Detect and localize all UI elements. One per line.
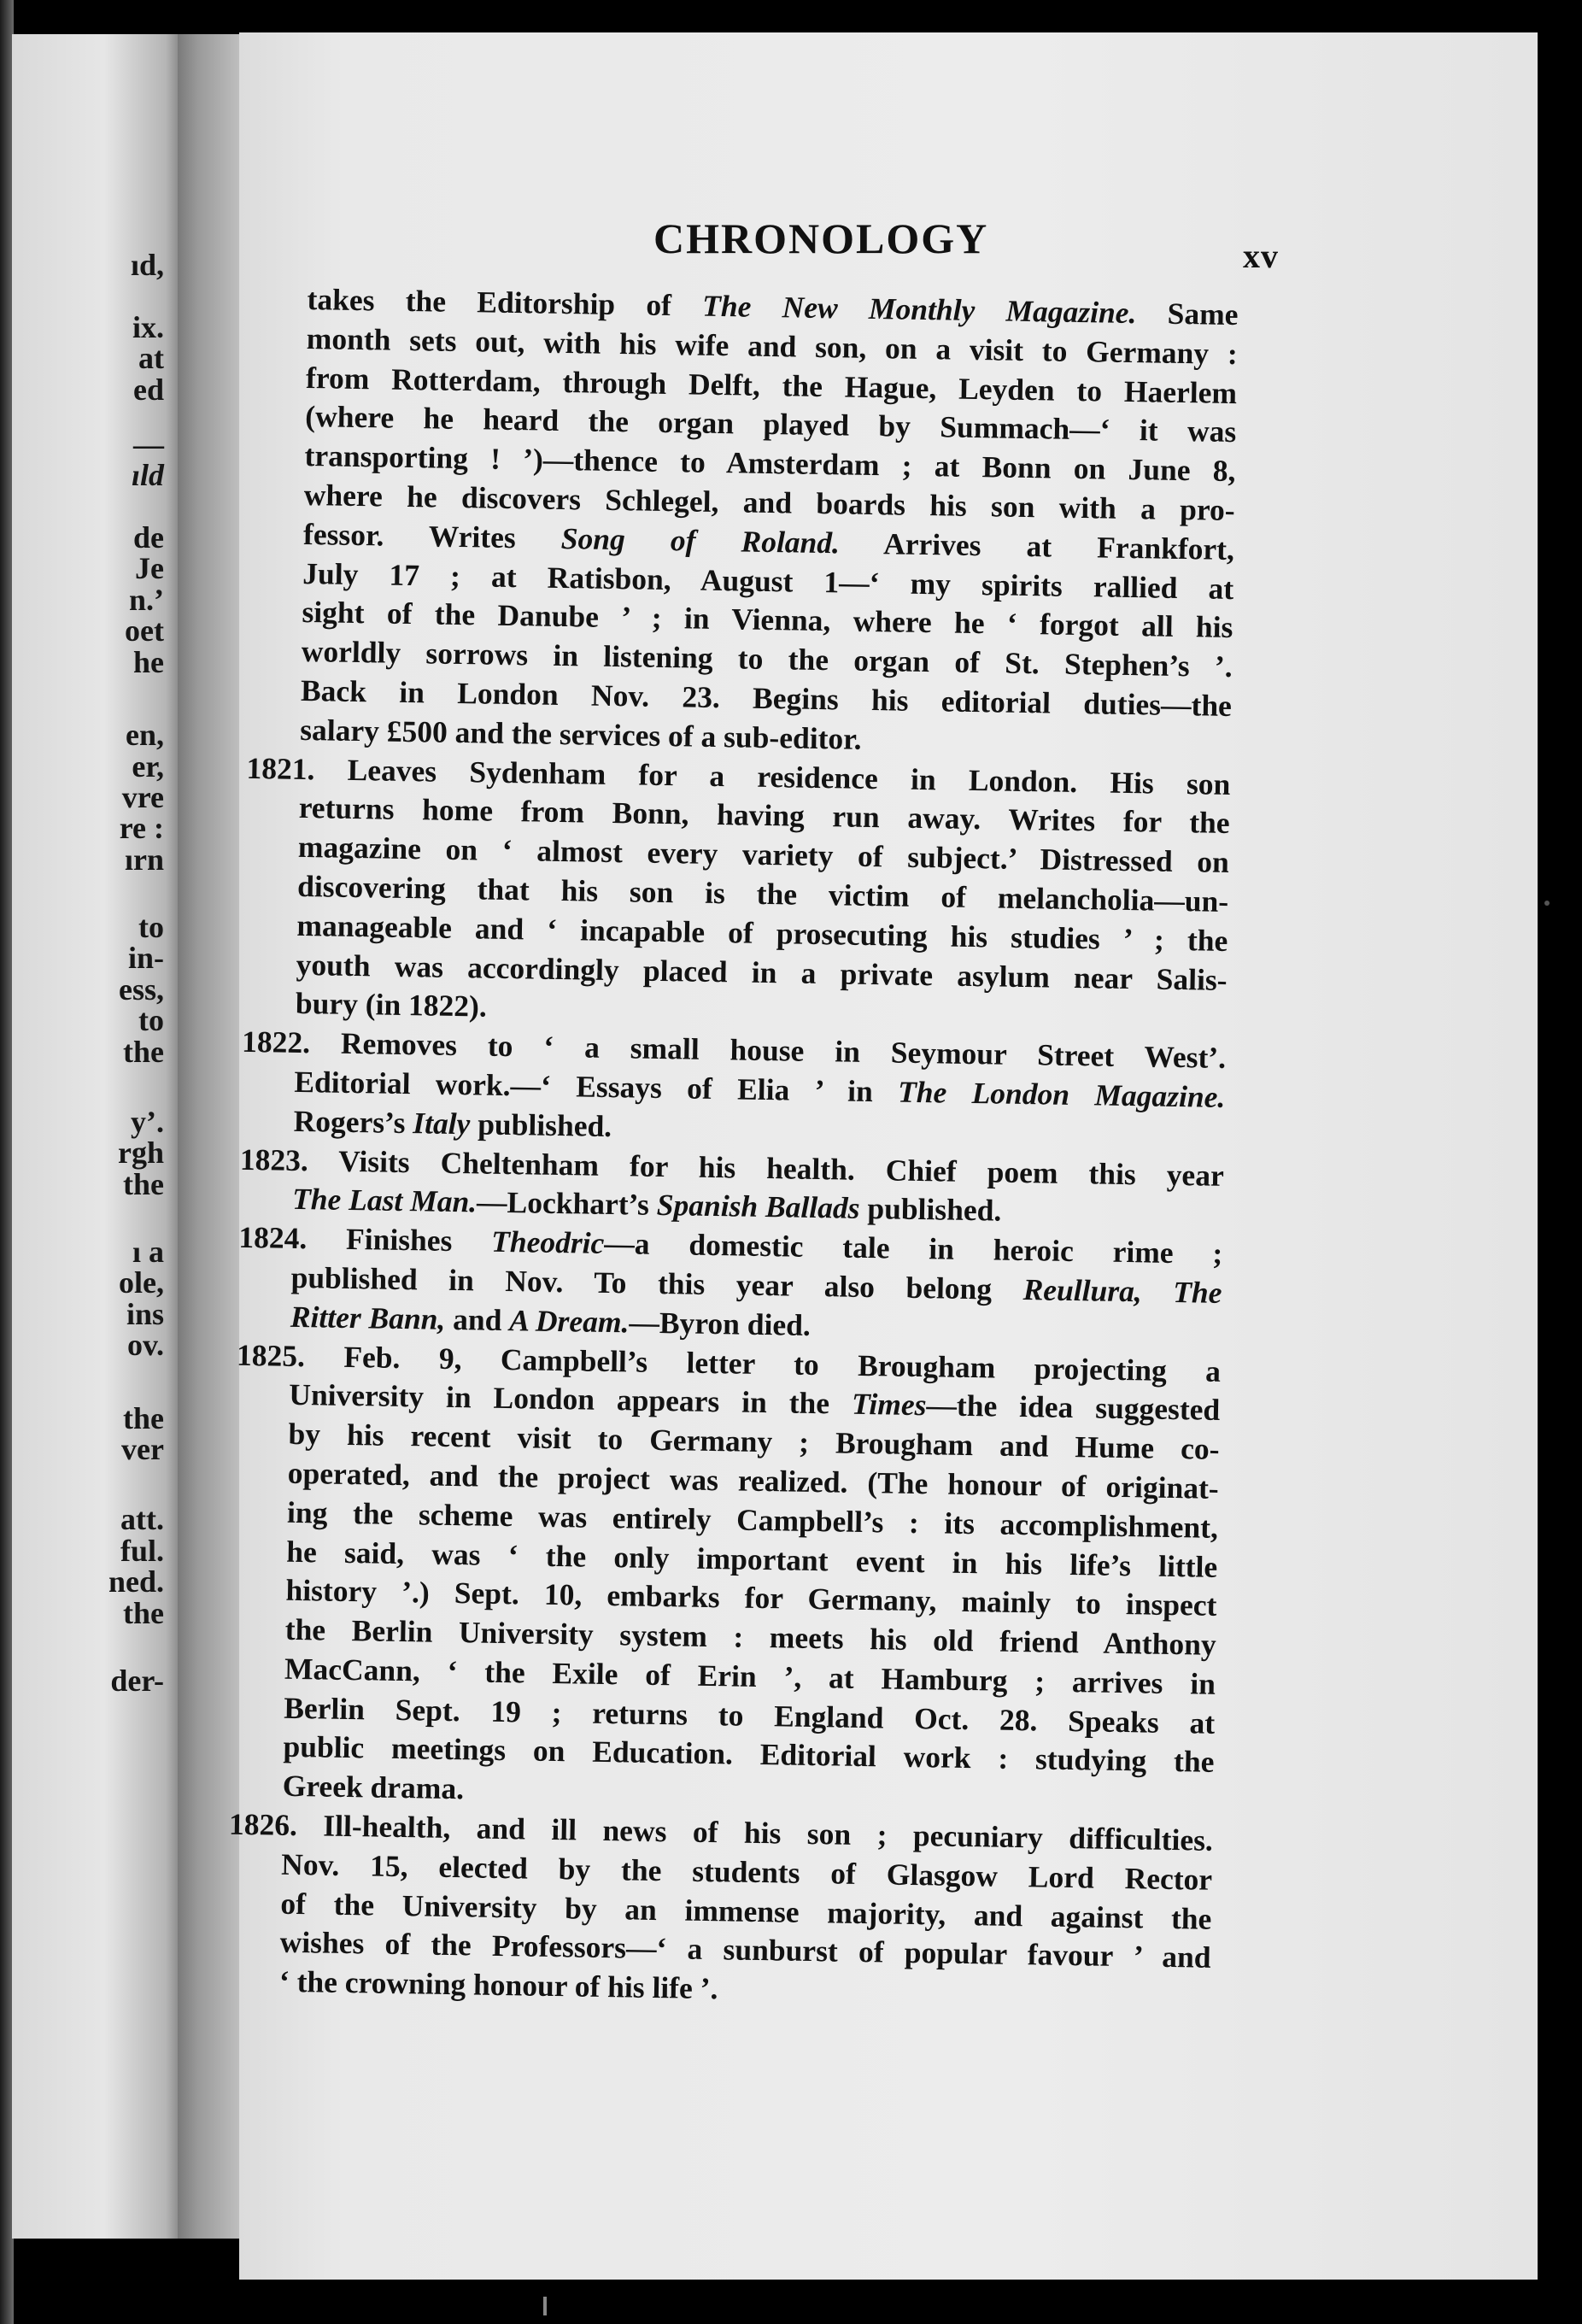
text-segment: July 17 ; at Ratisbon, August 1—‘ my spirits rallied at (302, 555, 1234, 606)
text-segment: Visits Cheltenham for his health. Chief poem this year (308, 1142, 1225, 1193)
previous-page-fragment: ırn (124, 842, 164, 877)
previous-page-fragment: re : (119, 811, 164, 846)
italic-title: The London Magazine. (897, 1074, 1226, 1114)
text-segment: returns home from Bonn, having run away. Writes for the (298, 790, 1230, 841)
text-segment: where he discovers Schlegel, and boards his son with a pro- (303, 477, 1236, 528)
italic-title: A Dream. (509, 1302, 630, 1340)
previous-page-edge (12, 34, 179, 2239)
text-segment: discovering that his son is the victim of melancholia—un- (296, 868, 1229, 918)
text-segment: by his recent visit to Germany ; Brougham and Hume co- (288, 1416, 1220, 1466)
text-segment: Removes to ‘ a small house in Seymour Street West’. (309, 1025, 1227, 1076)
previous-page-fragment: in- (127, 941, 164, 976)
previous-page-fragment: Je (135, 551, 164, 586)
italic-title: Theodric (490, 1224, 605, 1261)
text-segment: Finishes (306, 1221, 492, 1259)
text-segment: Feb. 9, Campbell’s letter to Brougham projecting a (304, 1338, 1222, 1388)
text-segment: the Berlin University system : meets his old friend Anthony (284, 1611, 1217, 1662)
text-segment: MacCann, ‘ the Exile of Erin ’, at Hamburg ; arrives in (284, 1651, 1216, 1701)
text-segment: Berlin Sept. 19 ; returns to England Oct. 28. Speaks at (283, 1690, 1216, 1740)
text-segment: transporting ! ’)—thence to Amsterdam ; at Bonn on June 8, (304, 438, 1236, 489)
text-segment: he said, was ‘ the only important event in his life’s little (286, 1534, 1218, 1584)
text-segment: University in London appears in the (289, 1377, 853, 1422)
text-segment: Greek drama. (282, 1769, 465, 1806)
italic-title: Song of Roland. (560, 520, 841, 560)
text-segment: Same (1136, 296, 1239, 332)
entry-year: 1824. (238, 1219, 308, 1256)
previous-page-fragment: y’. (131, 1105, 164, 1139)
text-segment: public meetings on Education. Editorial work : studying the (283, 1729, 1215, 1780)
text-segment: ing the scheme was entirely Campbell’s : its accomplishment, (286, 1494, 1219, 1545)
italic-title: The New Monthly Magazine. (701, 288, 1137, 331)
text-segment: Arrives at Frankfort, (839, 525, 1235, 566)
text-segment: operated, and the project was realized. (The honour of originat- (287, 1455, 1220, 1505)
text-segment: Nov. 15, elected by the students of Glasgow Lord Rector (280, 1846, 1213, 1897)
text-segment: ‘ the crowning honour of his life ’. (278, 1963, 718, 2006)
previous-page-fragment: — (133, 426, 164, 461)
text-segment: (where he heard the organ played by Summach—‘ it was (305, 399, 1237, 449)
previous-page-fragment: er, (132, 748, 164, 783)
previous-page-fragment: ıld (131, 458, 164, 493)
previous-page-fragment: en, (126, 718, 164, 753)
text-segment: sight of the Danube ’ ; in Vienna, where he ‘ forgot all his (302, 595, 1233, 645)
text-segment: worldly sorrows in listening to the organ of St. Stephen’s ’. (301, 634, 1233, 684)
text-segment: magazine on ‘ almost every variety of subject.’ Distressed on (297, 830, 1230, 880)
previous-page-fragment: rgh (118, 1136, 164, 1171)
previous-page-fragment: ver (121, 1432, 164, 1467)
previous-page-fragment: to (138, 910, 164, 944)
entry-year: 1822. (241, 1024, 311, 1060)
previous-page-fragment: ole, (119, 1265, 164, 1300)
text-segment: Rogers’s (293, 1103, 413, 1140)
previous-page-fragment: der- (110, 1663, 164, 1698)
italic-title: The Last Man. (291, 1182, 478, 1219)
previous-page-fragment: ıd, (130, 247, 164, 282)
italic-title: Times (851, 1387, 927, 1423)
chronology-text (228, 280, 1239, 2017)
text-segment: Editorial work.—‘ Essays of Elia ’ in (294, 1064, 899, 1109)
text-segment: —Lockhart’s (476, 1184, 658, 1223)
text-segment: Ill-health, and ill news of his son ; pecuniary difficulties. (296, 1808, 1214, 1857)
entry-year: 1821. (246, 750, 315, 786)
text-segment: salary £500 and the services of a sub-editor. (299, 712, 862, 756)
previous-page-fragment: ed (133, 372, 164, 407)
text-segment: —the idea suggested (926, 1388, 1221, 1428)
text-segment: Leaves Sydenham for a residence in London. His son (314, 751, 1231, 801)
italic-title: Spanish Ballads (656, 1188, 860, 1226)
previous-page-fragment: ful. (120, 1533, 164, 1568)
previous-page-fragment: ned. (108, 1564, 164, 1599)
previous-page-fragment: ins (126, 1296, 164, 1331)
entry-year: 1826. (228, 1806, 298, 1843)
previous-page-fragment: the (123, 1166, 164, 1201)
previous-page-fragment: at (138, 341, 164, 376)
previous-page-fragment: oet (125, 613, 164, 648)
previous-page-fragment: the (123, 1595, 164, 1630)
print-speck (1544, 901, 1550, 906)
text-segment: bury (in 1822). (295, 986, 488, 1024)
italic-title: Ritter Bann, (290, 1299, 446, 1336)
text-segment: wishes of the Professors—‘ a sunburst of popular favour ’ and (279, 1925, 1211, 1975)
previous-page-fragment: n.’ (128, 582, 164, 617)
previous-page-fragment: ı a (132, 1235, 164, 1269)
text-segment: month sets out, with his wife and son, on a visit to Germany : (306, 320, 1239, 371)
book-page (228, 32, 1538, 2280)
entry-year: 1823. (239, 1141, 309, 1177)
running-head-title: CHRONOLOGY (653, 214, 989, 262)
text-segment: published. (859, 1191, 1002, 1228)
text-segment: —a domestic tale in heroic rime ; (604, 1226, 1223, 1271)
text-segment: —Byron died. (629, 1305, 812, 1342)
previous-page-fragment: ess, (119, 971, 164, 1006)
italic-title: Reullura, The (1022, 1271, 1222, 1310)
previous-page-fragment: vre (121, 780, 164, 814)
text-segment: of the University by an immense majority, and against the (280, 1886, 1212, 1936)
text-segment: manageable and ‘ incapable of prosecuting his studies ’ ; the (296, 907, 1228, 958)
previous-page-fragment: ix. (132, 309, 164, 344)
previous-page-fragment: ov. (126, 1328, 164, 1363)
text-segment: published. (470, 1106, 612, 1143)
previous-page-fragment: to (138, 1003, 164, 1038)
text-segment: and (445, 1301, 510, 1337)
page-gutter-shadow (178, 34, 246, 2239)
previous-page-fragment: he (133, 644, 164, 679)
entry-year: 1825. (236, 1337, 306, 1373)
previous-page-fragment: the (123, 1034, 164, 1069)
text-segment: published in Nov. To this year also belong (290, 1259, 1024, 1306)
text-segment: Back in London Nov. 23. Begins his editorial duties—the (300, 672, 1233, 723)
previous-page-fragment: att. (120, 1502, 164, 1537)
text-segment: takes the Editorship of (307, 281, 703, 323)
text-segment: from Rotterdam, through Delft, the Hague, Leyden to Haerlem (305, 360, 1238, 410)
print-mark (543, 2297, 547, 2315)
previous-page-fragment: de (133, 520, 164, 555)
italic-title: Italy (413, 1105, 471, 1141)
text-segment: youth was accordingly placed in a private asylum near Salis- (296, 947, 1228, 997)
text-segment: fessor. Writes (302, 516, 562, 555)
text-segment: history ’.) Sept. 10, embarks for Germany, mainly to inspect (285, 1573, 1217, 1623)
previous-page-fragment: the (123, 1400, 164, 1435)
page-number: xv (1243, 237, 1279, 275)
